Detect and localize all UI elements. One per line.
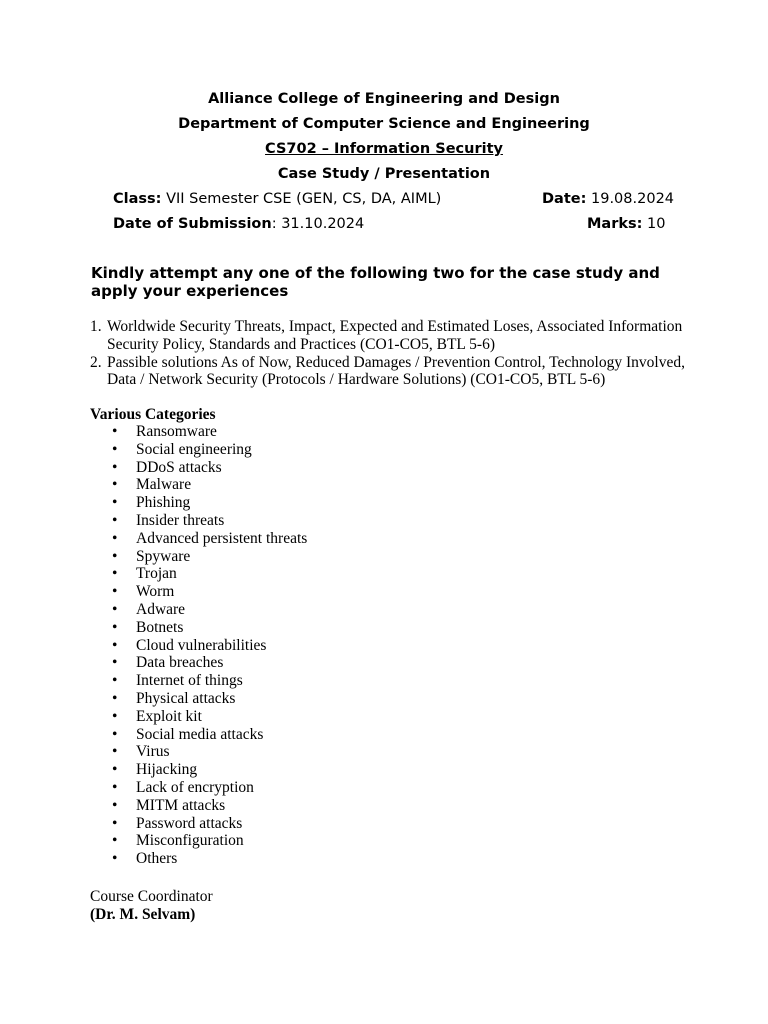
list-item [90,565,307,583]
instructions: Kindly attempt any one of the following two for the case study and apply your experiences [91,264,660,300]
list-item [90,654,307,672]
option-number: 2. [90,353,102,371]
option-item [90,354,690,390]
date-value: 19.08.2024 [586,191,675,207]
marks-label: Marks: [587,216,643,232]
bullet-icon: • [112,565,118,583]
list-item [90,548,307,566]
bullet-icon: • [112,511,118,529]
list-item [90,459,307,477]
bullet-icon: • [112,689,118,707]
categories-title: Various Categories [90,406,216,423]
list-item [90,832,307,850]
list-item [90,761,307,779]
category-label: Trojan [136,565,177,583]
coordinator-role: Course Coordinator [90,888,213,905]
category-label: Physical attacks [136,689,236,707]
bullet-icon: • [112,529,118,547]
category-label: Cloud vulnerabilities [136,636,267,654]
bullet-icon: • [112,618,118,636]
category-label: Internet of things [136,672,243,690]
list-item [90,441,307,459]
list-item [90,850,307,868]
list-item [90,690,307,708]
list-item [90,619,307,637]
list-item [90,726,307,744]
date-label: Date: [542,191,587,207]
class-label: Class: [113,191,162,207]
options-list [90,318,690,389]
category-label: Social media attacks [136,725,264,743]
marks-value: 10 [642,216,666,232]
list-item [90,583,307,601]
bullet-icon: • [112,761,118,779]
category-label: Botnets [136,618,184,636]
category-label: DDoS attacks [136,458,222,476]
list-item [90,530,307,548]
list-item [90,779,307,797]
category-label: Data breaches [136,654,224,672]
bullet-icon: • [112,778,118,796]
bullet-icon: • [112,796,118,814]
list-item [90,601,307,619]
option-item [90,318,690,354]
category-label: Worm [136,583,175,601]
option-text: Worldwide Security Threats, Impact, Expected and Estimated Loses, Associated Information Security Policy, Standards and Practices (CO1-CO5, BTL 5-6) [107,318,683,353]
submission-info [113,216,364,232]
list-item [90,494,307,512]
department-name: Department of Computer Science and Engineering [178,116,590,132]
submission-value: : 31.10.2024 [271,216,365,232]
bullet-icon: • [112,725,118,743]
bullet-icon: • [112,672,118,690]
category-label: Spyware [136,547,191,565]
marks-info [587,216,666,232]
bullet-icon: • [112,707,118,725]
categories-list [90,423,307,868]
category-label: Password attacks [136,814,243,832]
bullet-icon: • [112,583,118,601]
class-info [113,191,441,207]
college-name: Alliance College of Engineering and Design [208,91,560,107]
bullet-icon: • [112,814,118,832]
course-title: CS702 – Information Security [265,141,503,157]
list-item [90,708,307,726]
category-label: Insider threats [136,511,225,529]
category-label: Lack of encryption [136,778,254,796]
list-item [90,423,307,441]
bullet-icon: • [112,636,118,654]
bullet-icon: • [112,458,118,476]
option-number: 1. [90,318,102,335]
bullet-icon: • [112,423,118,440]
bullet-icon: • [112,547,118,565]
category-label: MITM attacks [136,796,226,814]
assignment-type: Case Study / Presentation [277,166,491,182]
list-item [90,672,307,690]
bullet-icon: • [112,850,118,868]
list-item [90,743,307,761]
list-item [90,512,307,530]
option-text: Passible solutions As of Now, Reduced Damages / Prevention Control, Technology Involved, Data / Network Security (Protocols / Hardware Solutions) (CO1-CO5, BTL 5-6) [107,353,685,389]
bullet-icon: • [112,494,118,512]
category-label: Adware [136,600,186,618]
bullet-icon: • [112,832,118,850]
category-label: Misconfiguration [136,832,244,850]
coordinator-name: (Dr. M. Selvam) [90,906,196,923]
date-info [542,191,674,207]
list-item [90,815,307,833]
list-item [90,476,307,494]
submission-label: Date of Submission [113,216,272,232]
bullet-icon: • [112,600,118,618]
bullet-icon: • [112,743,118,761]
category-label: Hijacking [136,761,198,779]
bullet-icon: • [112,476,118,494]
list-item [90,637,307,655]
category-label: Social engineering [136,440,252,458]
category-label: Advanced persistent threats [136,529,308,547]
category-label: Ransomware [136,423,217,440]
category-label: Malware [136,476,192,494]
category-label: Others [136,850,178,868]
category-label: Virus [136,743,170,761]
list-item [90,797,307,815]
bullet-icon: • [112,440,118,458]
bullet-icon: • [112,654,118,672]
class-value: VII Semester CSE (GEN, CS, DA, AIML) [161,191,442,207]
category-label: Exploit kit [136,707,202,725]
category-label: Phishing [136,494,191,512]
